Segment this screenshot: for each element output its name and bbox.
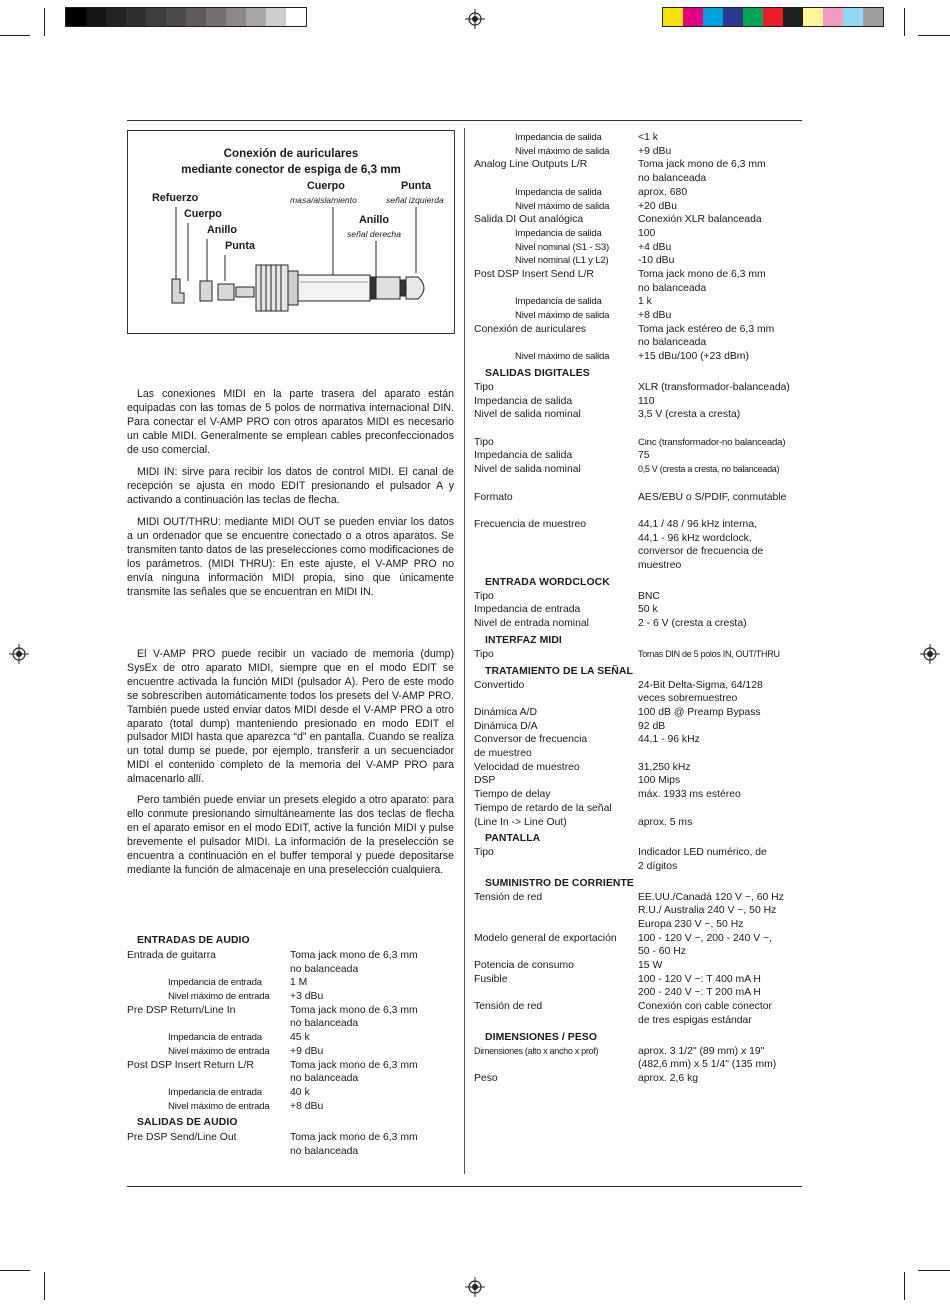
gray-swatch (226, 8, 246, 26)
spec-label: Nivel máximo de salida (515, 200, 610, 212)
spec-value-line: +8 dBu (290, 1100, 324, 1112)
spec-value (638, 932, 772, 959)
spec-value (638, 603, 658, 617)
spec-value (290, 990, 323, 1004)
paragraph-sysex-dump: El V-AMP PRO puede recibir un vaciado de memoria (dump) SysEx de otro aparato MIDI, siempre que en el modo EDIT se encuentre activada la función MIDI (pulsador A). Pero de este modo se sobrescriben automáticamente todos los presets del V-AMP PRO. También puede usted enviar datos MIDI desde el V-AMP PRO a otro aparato (total dump) manteniendo presionado en modo EDIT el pulsador MIDI hasta que aparezca “d” en pantalla. Cuando se realiza un total dump se puede, por ejemplo, transferir a un secuenciador MIDI el contenido completo de la memoria del V-AMP PRO para almacenarlo allí. (127, 648, 454, 786)
spec-value (638, 491, 786, 505)
gray-swatch (206, 8, 226, 26)
spec-value-line: 44,1 / 48 / 96 kHz interna, (638, 518, 757, 530)
spec-value-line: 31,250 kHz (638, 761, 691, 773)
spec-value-line: Toma jack mono de 6,3 mm (638, 269, 766, 280)
spec-value-line: +3 dBu (290, 991, 324, 1003)
spec-value (638, 350, 749, 364)
spec-value (638, 973, 761, 1000)
label-cuerpo-left: Cuerpo (184, 208, 222, 220)
spec-value-line: 0,5 V (cresta a cresta, no balanceada) (638, 464, 780, 475)
spec-section-heading: INTERFAZ MIDI (485, 634, 562, 646)
spec-value (638, 590, 660, 604)
spec-label: Impedancia de entrada (168, 977, 262, 989)
spec-value-line: EE.UU./Canadá 120 V ~, 60 Hz (638, 891, 784, 903)
spec-label: Analog Line Outputs L/R (474, 159, 588, 171)
spec-value-line: Indicador LED numérico, de (638, 847, 767, 859)
spec-value-line: Tomas DIN de 5 polos IN, OUT/THRU (638, 648, 780, 659)
spec-value (638, 816, 692, 830)
registration-target-icon (465, 1277, 485, 1297)
spec-value-line: muestreo (638, 559, 682, 571)
spec-label: Post DSP Insert Return L/R (127, 1059, 254, 1071)
spec-value-line: 92 dB (638, 720, 666, 732)
spec-value-line: no balanceada (638, 282, 707, 294)
spec-value-line: Toma jack mono de 6,3 mm (290, 950, 418, 961)
spec-value (638, 200, 677, 214)
spec-value (638, 395, 655, 409)
spec-value-line: 50 - 60 Hz (638, 946, 686, 958)
spec-label: Impedancia de salida (474, 450, 573, 462)
spec-value (290, 1131, 418, 1158)
spec-label: Tipo (474, 648, 494, 660)
crop-mark (0, 1270, 30, 1271)
spec-label: Nivel de entrada nominal (474, 618, 589, 630)
spec-label: Nivel nominal (S1 - S3) (515, 241, 610, 253)
spec-value-line: no balanceada (290, 1018, 359, 1030)
spec-value (638, 733, 700, 747)
label-anillo-sub: señal derecha (347, 229, 401, 239)
spec-value (290, 1100, 323, 1114)
spec-value (638, 1000, 772, 1027)
spec-label: Impedancia de salida (515, 186, 602, 198)
color-swatch (783, 8, 803, 26)
spec-value (638, 761, 691, 775)
spec-section-heading: TRATAMIENTO DE LA SEÑAL (485, 665, 633, 677)
spec-value (638, 254, 674, 268)
color-swatch (703, 8, 723, 26)
spec-value-line: aprox. 5 ms (638, 816, 693, 828)
spec-label: Tipo (474, 590, 494, 602)
paragraph-midi-intro: Las conexiones MIDI en la parte trasera del aparato están equipadas con las tomas de 5 polos de normativa internacional DIN. Para conectar el V-AMP PRO con otros aparatos MIDI es necesario un cable MIDI. Generalmente se emplean cables preconfeccionados de uso comercial. (127, 388, 454, 456)
spec-section-heading: DIMENSIONES / PESO (485, 1031, 598, 1043)
spec-value (638, 241, 671, 255)
label-anillo: Anillo (359, 214, 389, 226)
spec-label: Pre DSP Send/Line Out (127, 1132, 237, 1144)
gray-swatch (246, 8, 266, 26)
gray-swatch (146, 8, 166, 26)
crop-mark (904, 8, 905, 36)
spec-value-line: 1 M (290, 977, 308, 989)
color-swatch (823, 8, 843, 26)
spec-label: Tensión de red (474, 1001, 543, 1013)
label-cuerpo-sub: masa/aislamiento (290, 195, 357, 205)
spec-value-line: +4 dBu (638, 241, 672, 253)
spec-label: Convertido (474, 679, 525, 691)
spec-label: Tipo (474, 381, 494, 393)
figure-title-line2: mediante conector de espiga de 6,3 mm (181, 163, 401, 176)
label-punta-left: Punta (225, 240, 255, 252)
spec-value-line: 1 k (638, 296, 652, 308)
registration-target-icon (920, 644, 940, 664)
spec-value-line: no balanceada (290, 1073, 359, 1085)
spec-label: Impedancia de entrada (168, 1087, 262, 1098)
headphone-connector-figure (127, 130, 455, 334)
spec-label: Nivel máximo de salida (515, 310, 610, 322)
spec-label: Potencia de consumo (474, 960, 574, 972)
spec-label: Tiempo de retardo de la señal (474, 802, 612, 814)
spec-value-line: Toma jack mono de 6,3 mm (638, 159, 766, 171)
spec-label: Conexión de auriculares (474, 323, 587, 335)
spec-value-line: 15 W (638, 960, 663, 972)
crop-mark (44, 1272, 45, 1300)
spec-label: Impedancia de salida (474, 395, 573, 407)
color-swatch (743, 8, 763, 26)
spec-value-line: conversor de frecuencia de (638, 546, 764, 558)
spec-value-line: 50 k (638, 604, 658, 616)
spec-label: Tiempo de delay (474, 789, 551, 801)
spec-value-line: 2 - 6 V (cresta a cresta) (638, 618, 747, 630)
spec-value-line: 100 - 120 V ~, 200 - 240 V ~, (638, 932, 773, 944)
spec-section-heading: SUMINISTRO DE CORRIENTE (485, 877, 634, 889)
spec-label: DSP (474, 775, 496, 787)
column-divider (464, 128, 465, 1174)
spec-label: Salida DI Out analógica (474, 214, 584, 226)
spec-value-line: no balanceada (290, 1146, 359, 1158)
spec-value-line: 40 k (290, 1087, 310, 1098)
label-punta: Punta (401, 180, 431, 192)
spec-value-line: 100 Mips (638, 775, 681, 787)
spec-label: Nivel máximo de entrada (168, 1045, 270, 1057)
spec-value-line: 110 (638, 395, 655, 407)
color-swatch (763, 8, 783, 26)
spec-label: Dinámica D/A (474, 720, 538, 732)
spec-value-line: 100 - 120 V ~: T 400 mA H (638, 973, 761, 985)
spec-value-line: (482,6 mm) x 5 1/4" (135 mm) (638, 1059, 777, 1071)
spec-value (638, 959, 662, 973)
color-swatch (863, 8, 883, 26)
spec-value (638, 268, 766, 295)
spec-label: Impedancia de salida (515, 132, 602, 143)
spec-value-line: +8 dBu (638, 310, 672, 322)
spec-value-line: 44,1 - 96 kHz (638, 734, 700, 746)
spec-value-line: Conexión XLR balanceada (638, 214, 762, 226)
color-swatch (723, 8, 743, 26)
spec-label: Nivel máximo de entrada (168, 1100, 270, 1112)
paragraph-preset-transfer: Pero también puede enviar un presets elegido a otro aparato: para ello conmute presionando simultáneamente las dos teclas de flecha en el aparato emisor en el modo EDIT, active la función MIDI y pulse brevemente el pulsador MIDI. La información de la preselección se encuentra a continuación en el buffer temporal y puede depositarse mediante la función de almacenaje en una preselección cualquiera. (127, 794, 454, 876)
spec-value-line: Toma jack mono de 6,3 mm (290, 1132, 418, 1144)
spec-label: Fusible (474, 973, 508, 985)
spec-value-line: BNC (638, 590, 660, 602)
figure-title-line1: Conexión de auriculares (223, 147, 359, 160)
spec-value-line: +9 dBu (638, 145, 672, 157)
spec-value (638, 846, 767, 873)
spec-value (638, 1045, 776, 1072)
spec-value-line: no balanceada (638, 173, 707, 185)
spec-label: Tipo (474, 436, 494, 448)
spec-section-heading: ENTRADAS DE AUDIO (137, 935, 250, 946)
spec-label: Impedancia de entrada (474, 604, 581, 616)
spec-value-line: Europa 230 V ~, 50 Hz (638, 918, 744, 930)
spec-value (290, 1031, 310, 1045)
spec-value (638, 788, 741, 802)
gray-swatch (286, 8, 306, 26)
label-punta-sub: señal izquierda (386, 195, 444, 205)
spec-section-heading: SALIDAS DIGITALES (485, 367, 590, 379)
spec-value-line: aprox. 3 1/2" (89 mm) x 19" (638, 1045, 765, 1057)
spec-value (638, 186, 687, 200)
spec-value-line: aprox. 680 (638, 186, 688, 198)
spec-label: Nivel máximo de salida (515, 351, 610, 363)
spec-label: Formato (474, 491, 513, 503)
spec-value-line: XLR (transformador-balanceada) (638, 381, 790, 393)
spec-label: Nivel de salida nominal (474, 409, 581, 421)
spec-label: Post DSP Insert Send L/R (474, 269, 594, 280)
spec-value (638, 617, 747, 631)
crop-mark (0, 35, 30, 36)
spec-label: Nivel de salida nominal (474, 464, 581, 476)
color-swatch (683, 8, 703, 26)
gray-swatch (166, 8, 186, 26)
label-refuerzo: Refuerzo (152, 192, 199, 204)
spec-label: Impedancia de salida (515, 296, 602, 308)
spec-value (638, 408, 740, 422)
spec-value (638, 648, 780, 662)
color-calibration-bar (662, 7, 884, 27)
spec-value (638, 158, 766, 185)
spec-label: Nivel nominal (L1 y L2) (515, 255, 609, 267)
spec-value-line: Toma jack estéreo de 6,3 mm (638, 323, 775, 335)
spec-value-line: Toma jack mono de 6,3 mm (290, 1004, 418, 1016)
spec-label: Pre DSP Return/Line In (127, 1004, 236, 1016)
spec-value-line: R.U./ Australia 240 V ~, 50 Hz (638, 905, 777, 917)
spec-value (638, 774, 680, 788)
spec-value (638, 323, 774, 350)
spec-value (638, 891, 784, 932)
spec-value-line: 45 k (290, 1032, 310, 1044)
spec-label: Nivel máximo de salida (515, 145, 610, 157)
spec-value-line: aprox. 2,6 kg (638, 1073, 699, 1084)
crop-mark (904, 1272, 905, 1300)
spec-value (638, 309, 671, 323)
spec-value (290, 1059, 418, 1086)
spec-value-line: veces sobremuestreo (638, 693, 738, 705)
spec-label: Dinámica A/D (474, 706, 537, 718)
crop-mark (918, 35, 950, 36)
spec-value-line: de tres espigas estándar (638, 1014, 752, 1026)
spec-value (290, 1004, 418, 1031)
spec-value (638, 1072, 698, 1086)
color-swatch (843, 8, 863, 26)
spec-value (638, 679, 763, 706)
spec-label: (Line In -> Line Out) (474, 816, 567, 828)
spec-value-line: <1 k (638, 132, 658, 143)
spec-value (638, 706, 761, 720)
spec-value (638, 381, 790, 395)
spec-value-line: Toma jack mono de 6,3 mm (290, 1059, 418, 1071)
spec-value-line: 2 dígitos (638, 860, 678, 872)
spec-value-line: no balanceada (638, 337, 707, 349)
spec-label: Conversor de frecuencia (474, 734, 588, 746)
jack-plug-drawing (128, 131, 454, 333)
top-rule (127, 120, 802, 121)
spec-value-line: 100 (638, 227, 656, 239)
registration-target-icon (465, 9, 485, 29)
spec-value-line: máx. 1933 ms estéreo (638, 789, 741, 801)
gray-swatch (186, 8, 206, 26)
paragraph-midi-in: MIDI IN: sirve para recibir los datos de control MIDI. El canal de recepción se ajusta en modo EDIT presionando el pulsador A y activando a continuación las teclas de flecha. (127, 466, 454, 506)
spec-section-heading: PANTALLA (485, 833, 541, 845)
spec-value (638, 436, 785, 450)
spec-value (638, 720, 665, 734)
spec-label: Impedancia de entrada (168, 1032, 262, 1044)
spec-value (638, 145, 671, 159)
spec-value-line: 75 (638, 450, 650, 462)
color-swatch (663, 8, 683, 26)
spec-value-line: Cinc (transformador-no balanceada) (638, 436, 786, 448)
spec-value (638, 518, 763, 573)
spec-label: Frecuencia de muestreo (474, 518, 587, 530)
spec-value-line: 24-Bit Delta-Sigma, 64/128 (638, 679, 763, 691)
spec-label: de muestreo (474, 748, 532, 759)
bottom-rule (127, 1186, 802, 1187)
spec-value (290, 949, 418, 976)
spec-value-line: 200 - 240 V ~: T 200 mA H (638, 987, 761, 999)
spec-value (638, 213, 762, 227)
spec-label: Modelo general de exportación (474, 932, 617, 944)
spec-value-line: no balanceada (290, 963, 359, 975)
spec-value-line: AES/EBU o S/PDIF, conmutable (638, 491, 787, 503)
gray-swatch (86, 8, 106, 26)
spec-value (290, 976, 307, 990)
spec-label: Peso (474, 1073, 498, 1084)
spec-value (638, 131, 658, 145)
gray-swatch (266, 8, 286, 26)
spec-section-heading: SALIDAS DE AUDIO (137, 1117, 238, 1129)
label-anillo-left: Anillo (207, 224, 237, 236)
spec-label: Impedancia de salida (515, 227, 602, 239)
crop-mark (44, 8, 45, 36)
spec-value-line: 3,5 V (cresta a cresta) (638, 409, 741, 421)
paragraph-midi-out: MIDI OUT/THRU: mediante MIDI OUT se pueden enviar los datos a un ordenador que se encuentre conectado o a otros aparatos. Se transmiten tanto datos de las preselecciones como modificaciones de los parámetros. (MIDI THRU): En este ajuste, el V-AMP PRO no envía ninguna información MIDI propia, sino que únicamente transmite las señales que se encuentran en MIDI IN. (127, 516, 454, 598)
spec-label: Tensión de red (474, 891, 543, 903)
spec-value-line: 44,1 - 96 kHz wordclock, (638, 532, 752, 544)
spec-value-line: +15 dBu/100 (+23 dBm) (638, 351, 749, 363)
crop-mark (918, 1270, 950, 1271)
spec-value (638, 227, 655, 241)
spec-label: Entrada de guitarra (127, 950, 216, 961)
gray-swatch (126, 8, 146, 26)
spec-label: Tipo (474, 847, 494, 859)
grayscale-calibration-bar (65, 7, 307, 27)
spec-value-line: +9 dBu (290, 1045, 324, 1057)
gray-swatch (66, 8, 86, 26)
registration-target-icon (9, 644, 29, 664)
spec-value (638, 463, 779, 477)
spec-label: Nivel máximo de entrada (168, 991, 270, 1003)
spec-value (638, 295, 652, 309)
spec-label: Velocidad de muestreo (474, 761, 580, 773)
label-cuerpo: Cuerpo (307, 180, 345, 192)
spec-value-line: 100 dB @ Preamp Bypass (638, 706, 761, 718)
spec-section-heading: ENTRADA WORDCLOCK (485, 576, 610, 588)
spec-value (638, 449, 650, 463)
spec-value (290, 1045, 323, 1059)
gray-swatch (106, 8, 126, 26)
spec-value-line: +20 dBu (638, 200, 678, 212)
color-swatch (803, 8, 823, 26)
spec-label: Dimensiones (alto x ancho x prof) (474, 1045, 599, 1056)
spec-value (290, 1086, 310, 1100)
spec-value-line: -10 dBu (638, 255, 675, 267)
spec-value-line: Conexión con cable conector (638, 1001, 773, 1013)
